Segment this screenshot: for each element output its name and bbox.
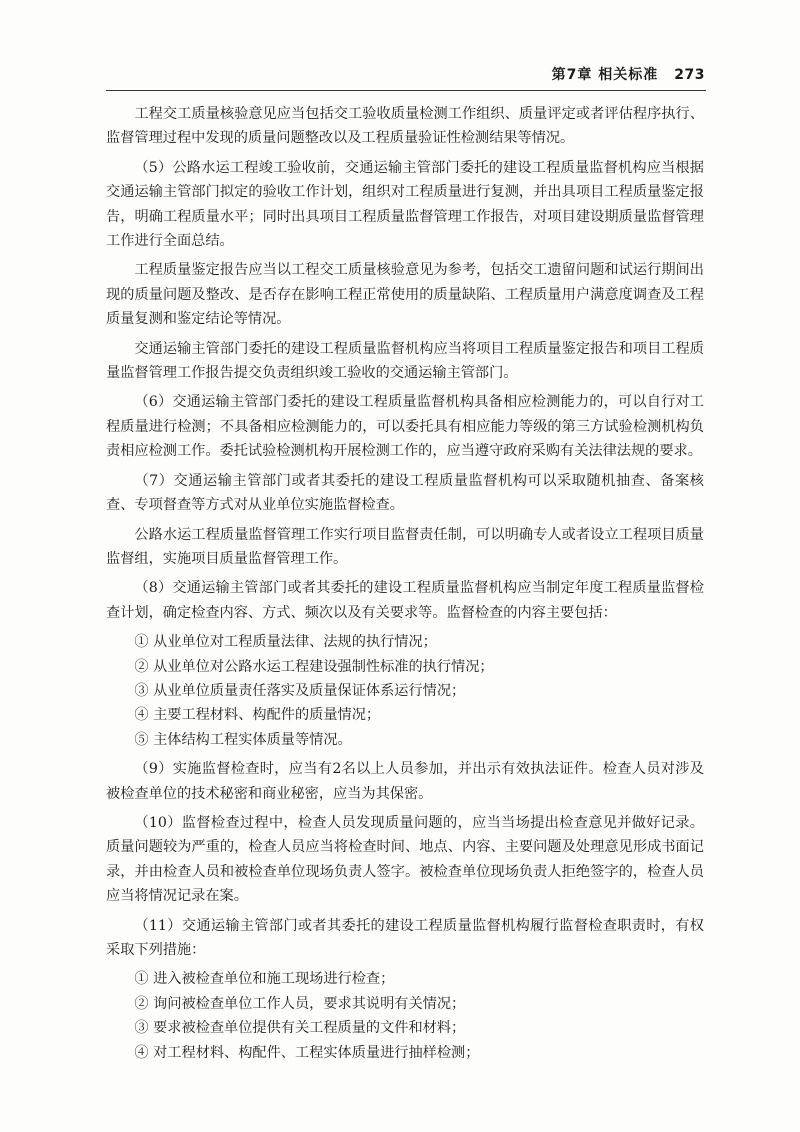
paragraph: （5）公路水运工程竣工验收前，交通运输主管部门委托的建设工程质量监督机构应当根据交通运输主管部门拟定的验收工作计划，组织对工程质量进行复测，并出具项目工程质量鉴定报告，明确工程质量水平；同时出具项目工程质量监督管理工作报告，对项目建设期质量监督管理工作进行全面总结。 [106, 159, 704, 250]
list-item: ③ 从业单位质量责任落实及质量保证体系运行情况； [134, 682, 466, 699]
list-item: ③ 要求被检查单位提供有关工程质量的文件和材料； [134, 1020, 466, 1037]
paragraph: （9）实施监督检查时，应当有2名以上人员参加，并出示有效执法证件。检查人员对涉及被检查单位的技术秘密和商业秘密，应当为其保密。 [106, 761, 704, 802]
list-item: ② 从业单位对公路水运工程建设强制性标准的执行情况； [134, 658, 494, 675]
paragraph: （11）交通运输主管部门或者其委托的建设工程质量监督机构履行监督检查职责时，有权采取下列措施： [106, 917, 704, 958]
paragraph: （7）交通运输主管部门或者其委托的建设工程质量监督机构可以采取随机抽查、备案核查、专项督查等方式对从业单位实施监督检查。 [106, 472, 704, 514]
paragraph: 工程交工质量核验意见应当包括交工验收质量检测工作组织、质量评定或者评估程序执行、监督管理过程中发现的质量问题整改以及工程质量验证性检测结果等情况。 [106, 106, 704, 147]
list-item: ② 询问被检查单位工作人员，要求其说明有关情况； [134, 995, 466, 1012]
paragraph: （10）监督检查过程中，检查人员发现质量问题的，应当当场提出检查意见并做好记录。质量问题较为严重的，检查人员应当将检查时间、地点、内容、主要问题及处理意见形成书面记录，并由检查人员和被检查单位现场负责人签字。被检查单位现场负责人拒绝签字的，检查人员应当将情况记录在案。 [106, 814, 704, 905]
header-rule [106, 90, 706, 91]
paragraph: 交通运输主管部门委托的建设工程质量监督机构应当将项目工程质量鉴定报告和项目工程质量监督管理工作报告提交负责组织竣工验收的交通运输主管部门。 [106, 340, 704, 382]
paragraph: （8）交通运输主管部门或者其委托的建设工程质量监督机构应当制定年度工程质量监督检查计划，确定检查内容、方式、频次以及有关要求等。监督检查的内容主要包括： [106, 580, 704, 621]
page-number: 273 [674, 67, 705, 83]
list-item: ⑤ 主体结构工程实体质量等情况。 [134, 731, 352, 748]
body-text [106, 102, 704, 1065]
list-item: ④ 对工程材料、构配件、工程实体质量进行抽样检测； [134, 1044, 480, 1061]
running-header [490, 64, 705, 86]
list-item: ① 进入被检查单位和施工现场进行检查； [134, 971, 395, 988]
chapter-title: 第7章 相关标准 [551, 67, 659, 83]
list-item: ① 从业单位对工程质量法律、法规的执行情况； [134, 634, 437, 651]
paragraph: （6）交通运输主管部门委托的建设工程质量监督机构具备相应检测能力的，可以自行对工程质量进行检测；不具备相应检测能力的，可以委托具有相应能力等级的第三方试验检测机构负责相应检测工作。委托试验检测机构开展检测工作的，应当遵守政府采购有关法律法规的要求。 [106, 394, 704, 460]
paragraph: 工程质量鉴定报告应当以工程交工质量核验意见为参考，包括交工遗留问题和试运行期间出现的质量问题及整改、是否存在影响工程正常使用的质量缺陷、工程质量用户满意度调查及工程质量复测和鉴定结论等情况。 [106, 262, 704, 328]
paragraph: 公路水运工程质量监督管理工作实行项目监督责任制，可以明确专人或者设立工程项目质量监督组，实施项目质量监督管理工作。 [106, 526, 704, 567]
list-item: ④ 主要工程材料、构配件的质量情况； [134, 707, 381, 724]
